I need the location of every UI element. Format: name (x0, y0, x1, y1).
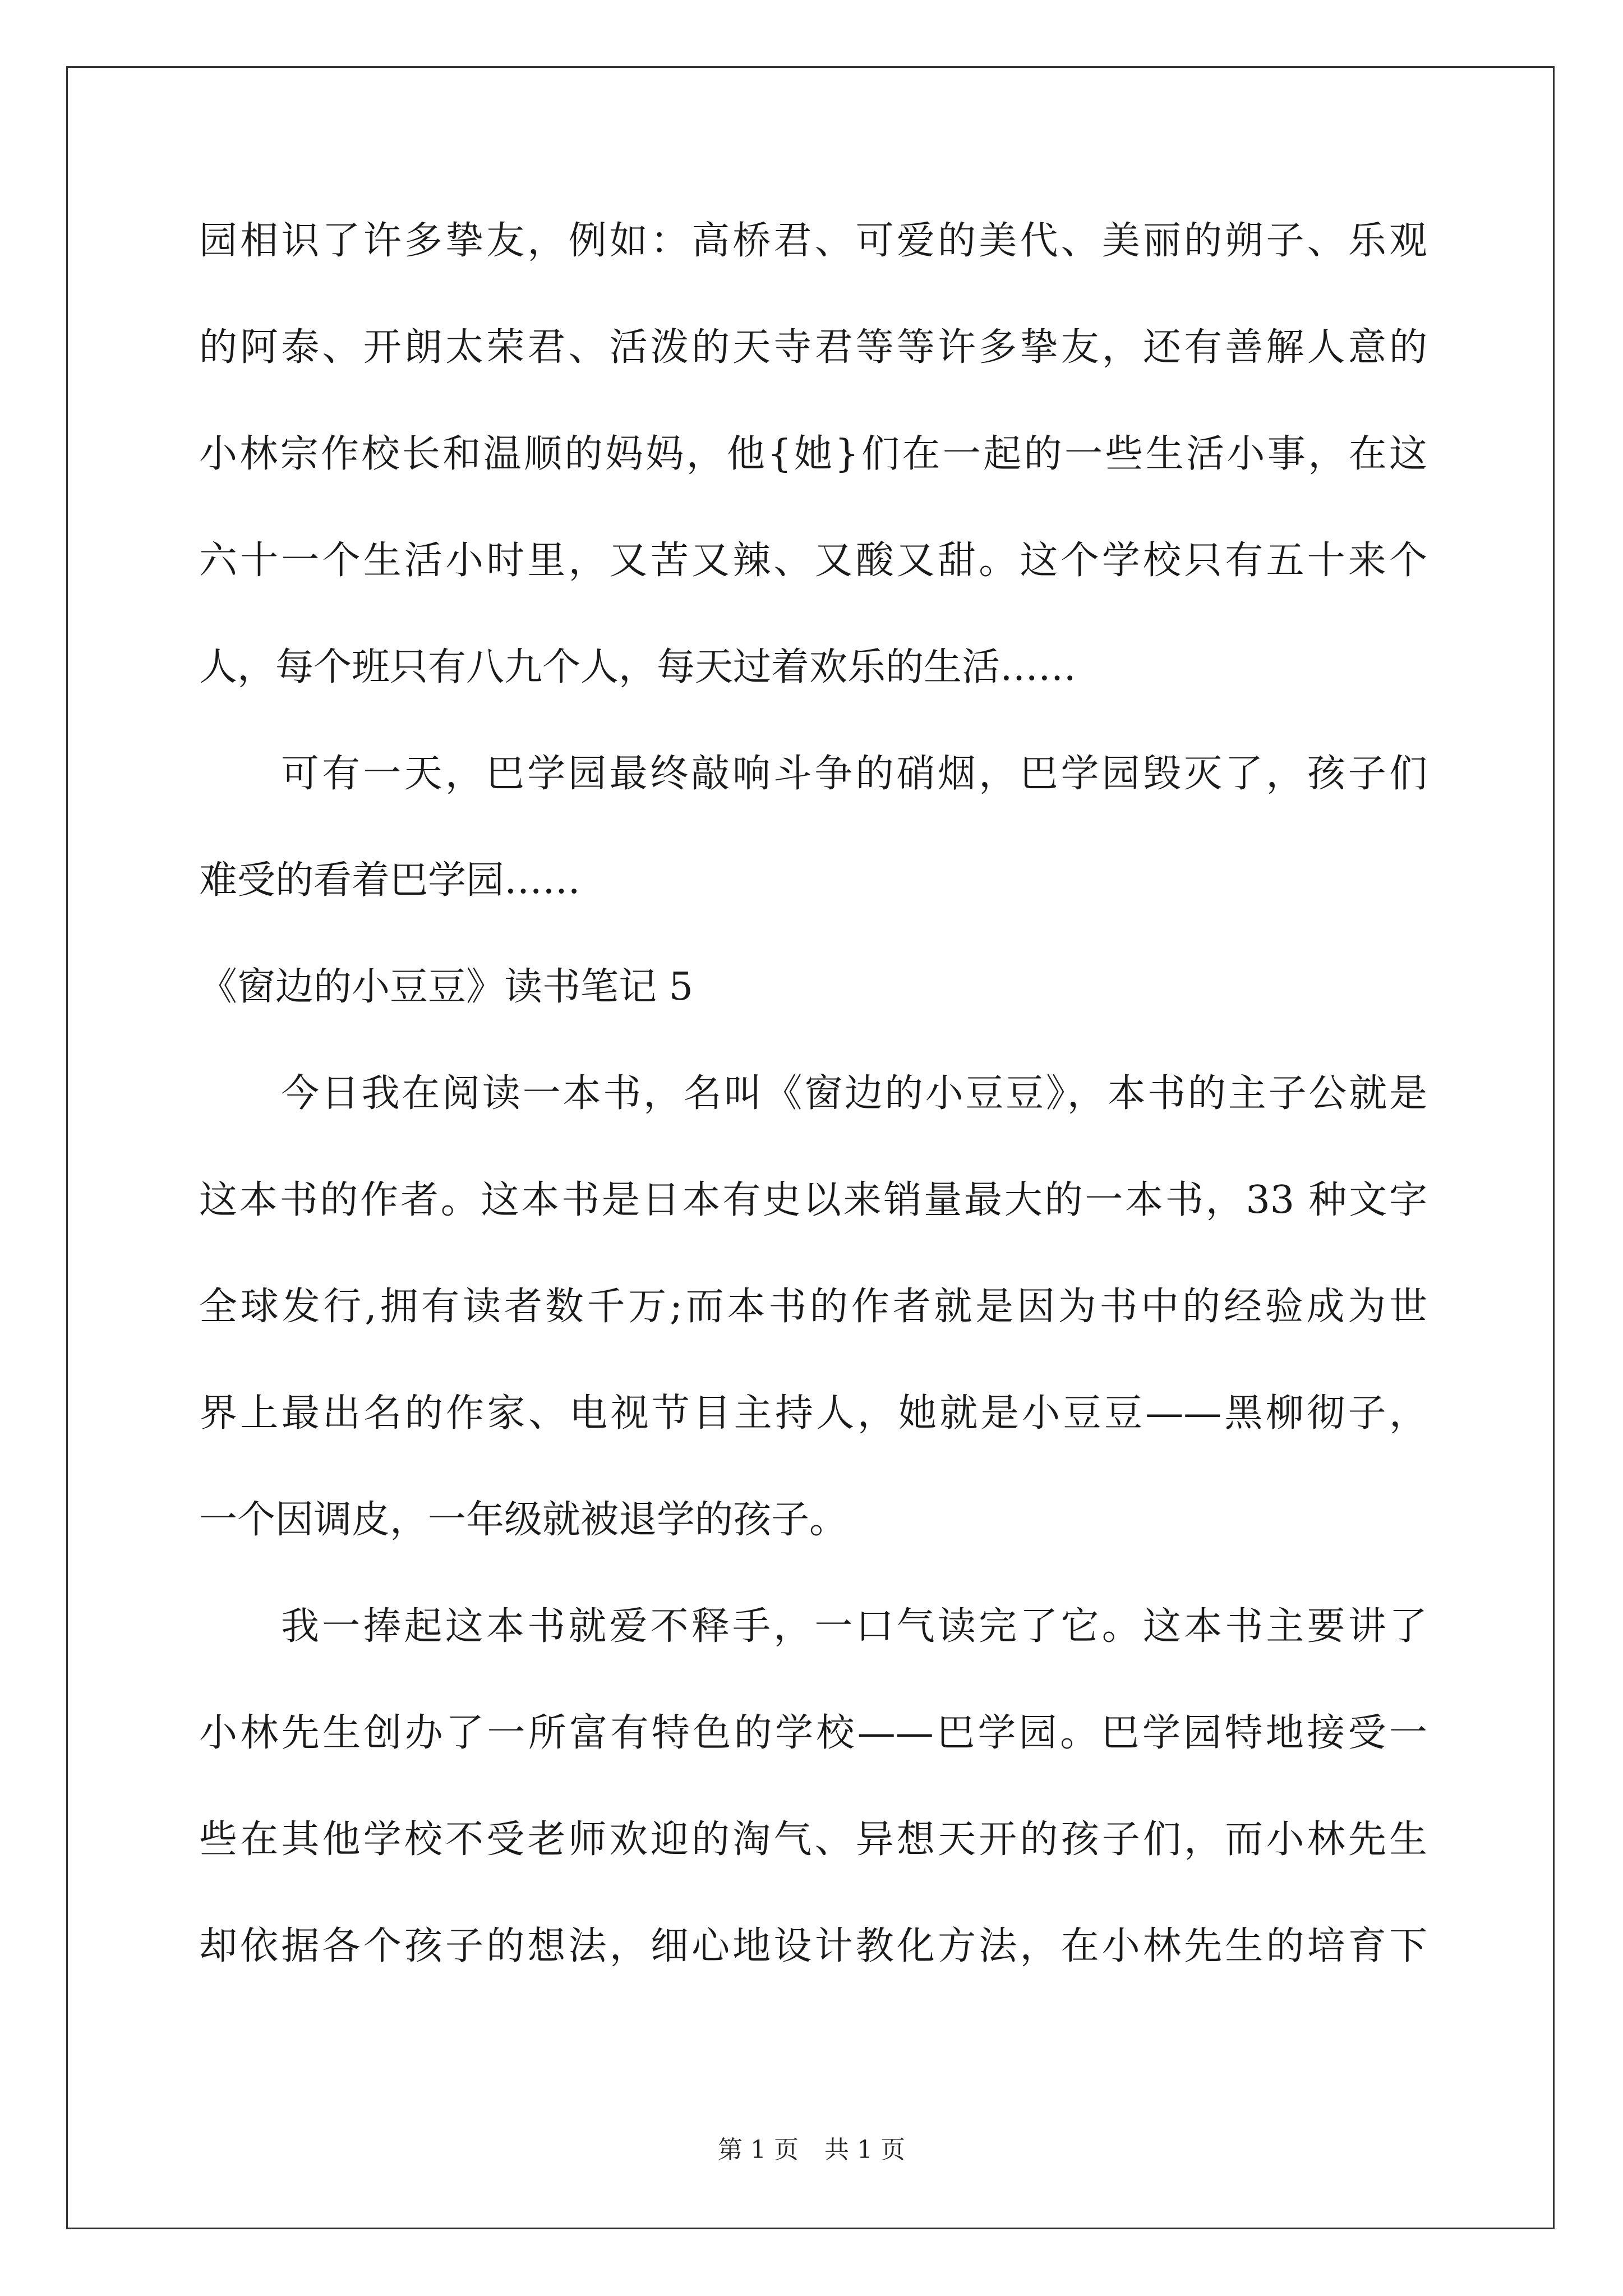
paragraph-first-line: 今日我在阅读一本书，名叫《窗边的小豆豆》，本书的主子公就是 (281, 1071, 1427, 1116)
text-line: 一个因调皮，一年级就被退学的孩子。 (199, 1498, 848, 1542)
text-line: 六十一个生活小时里，又苦又辣、又酸又甜。这个学校只有五十来个 (199, 539, 1427, 583)
paragraph-first-line: 我一捧起这本书就爱不释手，一口气读完了它。这本书主要讲了 (281, 1604, 1427, 1649)
text-line: 全球发行,拥有读者数千万;而本书的作者就是因为书中的经验成为世 (199, 1285, 1427, 1329)
paragraph-first-line: 可有一天，巴学园最终敲响斗争的硝烟，巴学园毁灭了，孩子们 (281, 752, 1427, 796)
document-body (199, 214, 1427, 2026)
text-line: 这本书的作者。这本书是日本有史以来销量最大的一本书，33 种文字 (199, 1178, 1427, 1222)
text-line: 却依据各个孩子的想法，细心地设计教化方法，在小林先生的培育下 (199, 1924, 1427, 1968)
text-line: 小林先生创办了一所富有特色的学校——巴学园。巴学园特地接受一 (199, 1711, 1427, 1755)
page-footer (0, 2134, 1623, 2166)
text-line: 园相识了许多挚友，例如：高桥君、可爱的美代、美丽的朔子、乐观 (199, 219, 1427, 263)
text-line: 人，每个班只有八九个人，每天过着欢乐的生活…… (199, 645, 1077, 689)
text-line: 的阿泰、开朗太荣君、活泼的天寺君等等许多挚友，还有善解人意的 (199, 325, 1427, 370)
text-line: 些在其他学校不受老师欢迎的淘气、异想天开的孩子们，而小林先生 (199, 1818, 1427, 1862)
page-total: 共 1 页 (824, 2136, 905, 2164)
text-line: 难受的看着巴学园…… (199, 858, 581, 903)
text-line: 界上最出名的作家、电视节目主持人，她就是小豆豆——黑柳彻子， (199, 1391, 1427, 1435)
section-heading: 《窗边的小豆豆》读书笔记 5 (199, 965, 693, 1009)
page-number: 第 1 页 (718, 2136, 799, 2164)
text-line: 小林宗作校长和温顺的妈妈，他{她}们在一起的一些生活小事，在这 (199, 432, 1427, 476)
